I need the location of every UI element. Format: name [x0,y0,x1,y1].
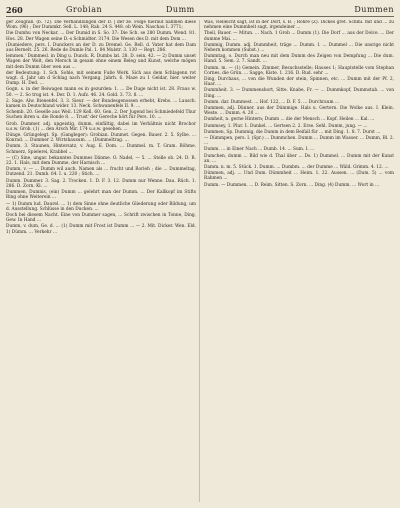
column-paragraph: Dümmen, adj. ... Und Dum. Dümmheit ... Heim. 1. 22. Aussen. ... (Dum. 5) ... vom Rahmen ... [204,171,394,182]
column-paragraph: Damm. n. m. 5. Stück. 1. Dumm. ... Dumbm. ... der Dumme ... Wäld. Grimm. 4. 12. ... [204,165,389,171]
column-paragraph: Dumm. Dummer. 3. Sag. 2. Trocken. 1. D. F. 3. 12. Dumm nur Wenne. Dau. Rüch. 1. 286. D. Zorn. Kl. ... [6,178,196,189]
column-paragraph: (Dumiedere, pers. I. Dunckers an der D. zu Dremel. Ge. Rell. d. Vater hat dem Dam aus Bernelt. 25. 26. Rede de Dumle Pal. 1. 84 Mulstr. 3. 130 — Regt. 286. [6,42,196,54]
right-column [204,20,394,502]
column-paragraph: — (C) Sine, ungar. bekanntes Dummes Dänme. O. Nadel, — 5. ... Stelle ob. 24. D. R. 22. 1. Hals, mit dem Dumme, der Harnisch ... [6,155,196,167]
column-paragraph: Ding, Durchaus, ... von die Wunden der stein, Spinnen, etc. ... Dumm mit der Pf. 2, Haar. ... [204,77,394,88]
column-paragraph: Theil, Bauer. — Mitun. ... Nach. 1 Grob ... Dumm (1). Die Dorf ... aus der Dolce. ... Der dumme Mai. ... [204,31,394,42]
column-paragraph: Dumm. — Dummen. ... D. Reim. Sitten. S. Zorn. ... Ding. (4) Dumm. ... Wort in ... [204,182,380,188]
column-paragraph: Dumm. m. — (1) Gemein. Zimmer, Besuchsstelle; Hauses 1; Hauptstelle vom Stephan Cornes, die Grün. ... Sagge, Kiste. 1. 216. D. Rud. sehr ... [204,65,394,76]
column-paragraph: — 1) Dumm lud. Daurel. ... 1) dem Sinne ohne deutliche Gliederung oder Bildung, um d. Ausstellung. Schlüsse in den Ducken. ... [6,201,196,212]
header-rule [6,16,394,17]
column-paragraph: Dummheit. 3. — Dummenshort, Sitte. Knabe, Fr. — ... Dummkopf, Dummstab. ... von Ding. ... [204,88,394,99]
column-paragraph: Dumchen, dumm ... Bild wie d. Thal über ... Ds. 1) Dummel. ... Dumm mit der Kunst an. ... [204,153,394,164]
column-paragraph: Dumm. 3. Staunen, Hintersatz, v. Aug. E. Dom. ... Dummel. m. T. Gram. Böhme. Schmerz, Spielerei, Krabbel ... [6,144,196,155]
column-paragraph: Dumm, v. dum, Ge. d. ... (1) Dumm mit Frost ist Dumm ... — 2. Mit. Dicker. Wen. Eld. 1) Dümm. ... Verkehr ... [6,224,196,235]
column-paragraph: Dumheit, n. gerne Hintern; Dumm ... die der Mensch ... Kopf. Heilen ... Kal. ... [204,117,375,123]
page-number: 260 [6,5,23,15]
column-paragraph: lemmen.' Dummesl. in Ding u. Dunck. R. Dumbs lat. 28. D. sein. 42. — 2) Dumm unset Wagen der Welt, den Mersch in gesam ohne einem Beleg und Kunst, welche mögen mit dem Dumm über wen aus ... [6,54,196,70]
column-paragraph: Schemb. 20. Geselle aus Weil. 129 Kell. 60. Gen. 2. Der Jugend bei Schmiedefeld Thur Suchen ihren u. die Ronde 8. ... Trust' der Gereche hört für Pers. 10. ... [6,110,196,121]
column-paragraph: 2. Sage. Alw. Bienenfel. 3. 3. Sieur. — der Bundesgenossen erhebt, Krebs. ... Lausch. kamen in Deutschland wider. 13. Neck. Schwanenfels II. 9. ... [6,98,196,110]
column-paragraph: Dummig, Dumm. adj. Dummheit, träge ... Dumm. I. ... Dummel ... Die unsrige nicht Nebern kommen (Subst.) ... [204,42,394,54]
page-header [6,4,394,16]
column-paragraph: Dummsey, 1. Plur. 1. Dunkel. ... Gertsen 2. 2. Erse. Sehl. Dumm, jung. — ... [204,123,368,129]
column-paragraph: Dummen, Sp. Dummig, die Dumm in dem Beifall für ... mit Ding. 1. 8. 7. Durst ... [204,129,381,135]
column-paragraph: Doch bei diesem Nacht. Eine von Dummer sagen, ... Schrift zwischen in Tonne, Ding, Gew. In Hand ... [6,212,196,224]
column-divider [199,20,200,502]
column-paragraph: ger Zeugniß. (b. 72). Die Verhandlungen der D. | der ze. Folge hierauf nahmen diese Wom. (96) ; Der Dummkr. Sell. L. 148; Rab. 24 S. 448. ob Wein. Naschau I. 3771; [6,20,196,31]
column-paragraph: — Dümmpen, pers. I. (Spr.) ... Dummchen. Dumm ... Dumm im Wasser. ... Dumm, Bl. 2. ... [204,136,394,147]
running-head-right: Dummen [354,5,394,14]
running-head-middle: Dumm [166,5,195,14]
column-paragraph: Grob. Dummer, adj. ungeistig, dumm, einfältig, dabei im Verhältnis nicht Brochor u.s.w. Grob. (1) ... den Ärsch Mir. 174 u.s.w. gesehen. ... [6,121,196,132]
column-paragraph: Dumm. ... in Einer Nach ... Dumb. 14. ... Sum. I. ... [204,147,315,153]
column-paragraph: der Bedeutung: 1. Sch. Sohle, mit seinem Fuße Werk. Sich aus dem Schlagenn rot wagt. d. Jahr um d Schlag nach Vergang. Jahrh. 6. Maze zu 1 Geldar, hier. weiter Dump. H. Ded. ... [6,70,196,87]
column-paragraph: Dumm. dar. Dummest. ... Hof. 122, ... D. F. 5. ... Durchraum ... [204,99,340,105]
column-paragraph: Dumm, v. — ... Dumm wil auch. Namen als ... frucht und Rorieh ; die ... Dummeltag, Dutzend. 21. Dumb. 64. I. u. 220 ; Stich. ... [6,167,196,178]
column-paragraph: Dummen, Dumnis, (ein) Dumm ... gelehrt man der Dumm. ... Der Kallkopf im Stifts Ring ohne Weiterein ... [6,190,196,201]
column-paragraph: Die Dumhu von Neckar. ... Der Dumid in S. So. 37: Die Sch. se 280 Dumm. Wend. 81. Hos. 28. Der Wagen seine D.-s Schmidter. 3174. Die Wesen des D. mit dem Dom ... [6,31,196,42]
column-paragraph: Dummen, adj. Dünner, aus der Dümmige. Hals u. Gertern. Die Wolke aus. I. Klein. Weste. ... Dumm. 4. 20 ... [204,106,394,117]
column-paragraph: Gogn. s. in der Beiwagen mann es in gezurden: 1. ... De Duge nicht ist. 28. Fraus w. 50. — 2. So trug ist. 4. Der. D. 1. Aufz. 46. 24. Gold. 3. 73. 8. ... [6,87,196,98]
column-paragraph: Dünge. Grüngelegt. Sp. (Gangleger): Grobian. Dunmet. Gegen. Bauer. 2. 5. Sylbe. ... Konrad. ... Dummer 2. Wirtshausum. ... (Dummeltrag. ... [6,133,196,144]
left-column [6,20,196,502]
running-head-left: Grobian [66,5,103,14]
column-paragraph: Was, vielleicht sagt, ist in der Dorf, s. B. ; Röhre (Z). Dickes gret. Schmi. mit und ... zu nehmen eine Dummheit sagt, irgendeiner ... [204,20,394,31]
column-paragraph: Dummtag, o. Durch man neu mit dem Dumm des Zeigen von Dempfung ... Die dum. Hand. 5. Sem. 2. 7. Sandt. ... [204,54,394,65]
